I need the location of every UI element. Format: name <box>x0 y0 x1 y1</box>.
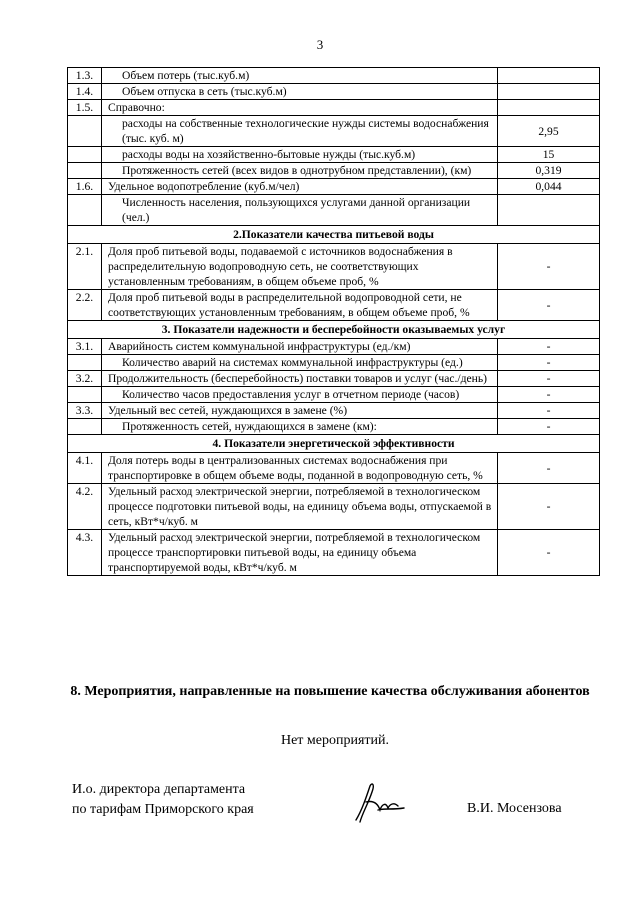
row-number: 2.1. <box>68 244 102 290</box>
row-description-text: Удельное водопотребление (куб.м/чел) <box>108 180 300 193</box>
handwritten-signature <box>348 780 408 825</box>
row-value: - <box>498 244 600 290</box>
row-value: 15 <box>498 147 600 163</box>
table-row <box>68 116 600 147</box>
row-description <box>102 195 498 226</box>
row-description <box>102 387 498 403</box>
row-value <box>498 100 600 116</box>
row-description-text: Численность населения, пользующихся услугами данной организации (чел.) <box>122 196 471 224</box>
table-row <box>68 453 600 484</box>
row-value <box>498 84 600 100</box>
table-row <box>68 290 600 321</box>
row-value: - <box>498 403 600 419</box>
row-value: 2,95 <box>498 116 600 147</box>
row-description <box>102 290 498 321</box>
row-number <box>68 195 102 226</box>
row-number <box>68 147 102 163</box>
row-description-text: Продолжительность (бесперебойность) поставки товаров и услуг (час./день) <box>108 372 488 385</box>
row-description-text: Доля проб питьевой воды, подаваемой с источников водоснабжения в распределительную водопроводную сеть, не соответствующих установленным требованиям, в общем объеме проб, % <box>108 245 453 288</box>
table-row <box>68 419 600 435</box>
row-number: 1.6. <box>68 179 102 195</box>
table-row <box>68 244 600 290</box>
row-value <box>498 195 600 226</box>
table-row <box>68 484 600 530</box>
row-description-text: Удельный вес сетей, нуждающихся в замене (%) <box>108 404 348 417</box>
row-number <box>68 355 102 371</box>
row-number: 3.3. <box>68 403 102 419</box>
row-value: - <box>498 290 600 321</box>
table-row <box>68 403 600 419</box>
table-row <box>68 100 600 116</box>
row-number: 2.2. <box>68 290 102 321</box>
row-number: 4.3. <box>68 530 102 576</box>
row-description-text: расходы воды на хозяйственно-бытовые нужды (тыс.куб.м) <box>122 148 416 161</box>
row-description <box>102 453 498 484</box>
row-number: 3.1. <box>68 339 102 355</box>
row-description <box>102 484 498 530</box>
table-row <box>68 163 600 179</box>
row-description <box>102 355 498 371</box>
row-description-text: Объем потерь (тыс.куб.м) <box>122 69 250 82</box>
row-description <box>102 163 498 179</box>
row-value <box>498 68 600 84</box>
row-description-text: Удельный расход электрической энергии, потребляемой в технологическом процессе подготовки питьевой воды, на единицу объема воды, отпускаемой в сеть, кВт*ч/куб. м <box>108 485 492 528</box>
table-row <box>68 339 600 355</box>
row-number: 1.3. <box>68 68 102 84</box>
row-value: - <box>498 419 600 435</box>
table-row <box>68 195 600 226</box>
section-header-row <box>68 435 600 453</box>
row-value: - <box>498 387 600 403</box>
row-number: 4.1. <box>68 453 102 484</box>
row-description-text: Протяженность сетей (всех видов в однотрубном представлении), (км) <box>122 164 472 177</box>
row-value: 0,044 <box>498 179 600 195</box>
row-number: 3.2. <box>68 371 102 387</box>
table-row <box>68 68 600 84</box>
row-value: - <box>498 453 600 484</box>
row-description <box>102 68 498 84</box>
row-description <box>102 371 498 387</box>
table-row <box>68 530 600 576</box>
section-8-title: 8. Мероприятия, направленные на повышение качества обслуживания абонентов <box>70 684 590 699</box>
row-description-text: Доля проб питьевой воды в распределительной водопроводной сети, не соответствующих установленным требованиям, в общем объеме проб, % <box>108 291 470 319</box>
row-description-text: расходы на собственные технологические нужды системы водоснабжения (тыс. куб. м) <box>122 117 489 145</box>
section-header: 2.Показатели качества питьевой воды <box>68 226 600 244</box>
row-description <box>102 419 498 435</box>
section-header-row <box>68 321 600 339</box>
table-row <box>68 387 600 403</box>
row-description-text: Протяженность сетей, нуждающихся в замене (км): <box>122 420 377 433</box>
signatory-position-line2: по тарифам Приморского края <box>72 802 254 817</box>
row-number <box>68 419 102 435</box>
row-description-text: Удельный расход электрической энергии, потребляемой в технологическом процессе транспортировки питьевой воды, на единицу объема транспортируемой воды, кВт*ч/куб. м <box>108 531 481 574</box>
row-description <box>102 84 498 100</box>
page-number: 3 <box>316 37 324 52</box>
section-header-row <box>68 226 600 244</box>
row-number: 1.5. <box>68 100 102 116</box>
table-row <box>68 179 600 195</box>
row-number <box>68 163 102 179</box>
section-8-body: Нет мероприятий. <box>280 733 390 748</box>
row-description-text: Аварийность систем коммунальной инфраструктуры (ед./км) <box>108 340 411 353</box>
row-value: 0,319 <box>498 163 600 179</box>
row-description <box>102 339 498 355</box>
row-description <box>102 530 498 576</box>
row-number <box>68 116 102 147</box>
row-description <box>102 147 498 163</box>
row-value: - <box>498 530 600 576</box>
table-row <box>68 355 600 371</box>
row-number: 1.4. <box>68 84 102 100</box>
section-header: 3. Показатели надежности и бесперебойности оказываемых услуг <box>68 321 600 339</box>
row-value: - <box>498 484 600 530</box>
row-description-text: Объем отпуска в сеть (тыс.куб.м) <box>122 85 287 98</box>
indicators-table <box>67 67 600 576</box>
row-number: 4.2. <box>68 484 102 530</box>
row-number <box>68 387 102 403</box>
signatory-name: В.И. Мосензова <box>467 801 562 816</box>
table-row <box>68 371 600 387</box>
row-description <box>102 116 498 147</box>
row-description <box>102 100 498 116</box>
row-value: - <box>498 339 600 355</box>
signatory-position <box>72 780 254 820</box>
signatory-position-line1: И.о. директора департамента <box>72 782 246 797</box>
table-row <box>68 147 600 163</box>
table-row <box>68 84 600 100</box>
row-description-text: Справочно: <box>108 101 165 114</box>
row-description-text: Количество часов предоставления услуг в отчетном периоде (часов) <box>122 388 460 401</box>
row-description <box>102 403 498 419</box>
row-value: - <box>498 371 600 387</box>
row-description-text: Количество аварий на системах коммунальной инфраструктуры (ед.) <box>122 356 463 369</box>
row-value: - <box>498 355 600 371</box>
row-description <box>102 244 498 290</box>
row-description <box>102 179 498 195</box>
section-header: 4. Показатели энергетической эффективности <box>68 435 600 453</box>
row-description-text: Доля потерь воды в централизованных системах водоснабжения при транспортировке в общем объеме воды, поданной в водопроводную сеть, % <box>108 454 483 482</box>
